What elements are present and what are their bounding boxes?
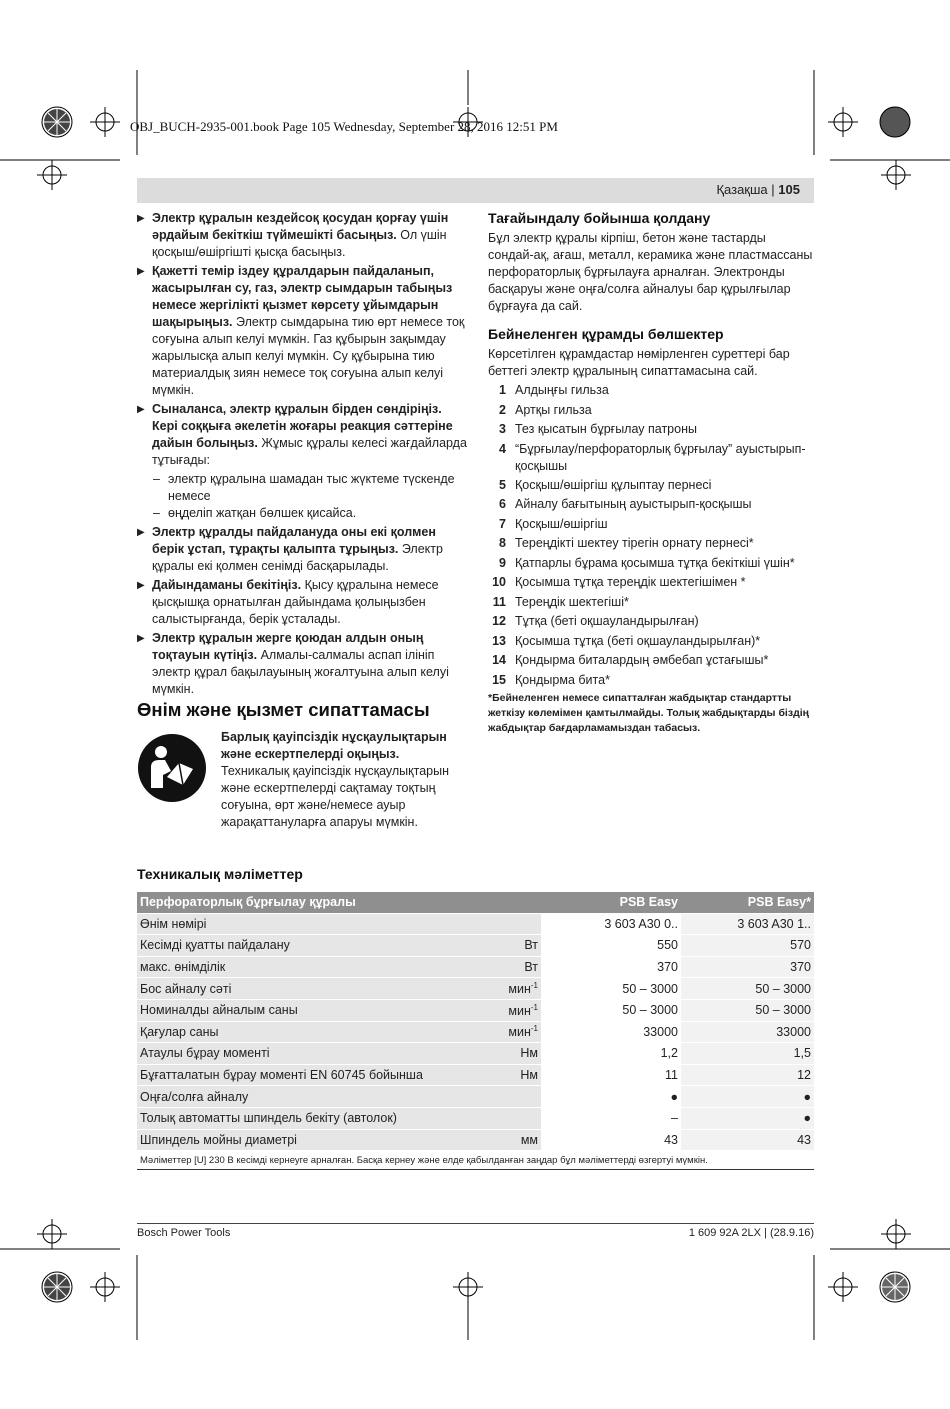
component-item: [488, 555, 814, 575]
table-cell: мин$^{-1}$: [468, 978, 541, 1000]
triangle-bullet-icon: ▶: [137, 266, 145, 277]
read-instructions-block: Барлық қауіпсіздік нұсқаулықтарын және ескертпелерді оқыңыз. Техникалық қауіпсіздік нұсқаулықтарын және ескертпелерді сақтамау тоқтың соғуына, өрт және/немесе ауыр жарақаттануларға апаруы мүмкін.: [221, 730, 450, 829]
table-cell: ●: [541, 1086, 681, 1108]
table-cell: мин$^{-1}$: [468, 1021, 541, 1043]
dash-item: – өңделіп жатқан бөлшек қисайса.: [153, 506, 357, 520]
component-label: “Бұрғылау/перфораторлық бұрғылау” ауыстырып-қосқышы: [515, 441, 806, 473]
component-label: Артқы гильза: [515, 402, 592, 417]
component-number: 6: [499, 497, 506, 511]
safety-bullet: ▶ Сыналанса, электр құралын бірден сөндіріңіз. Кері соққыға әкелетін жоғары реакция сәттеріне дайын болыңыз. Жұмыс құралы келесі жағдайларда тұтығады:: [137, 402, 467, 467]
table-row: [137, 999, 814, 1021]
component-number: 3: [499, 422, 506, 436]
component-item: [488, 441, 814, 477]
component-item: [488, 574, 814, 594]
table-row: [137, 1129, 814, 1151]
triangle-bullet-icon: ▶: [137, 527, 145, 538]
table-cell: PSB Easy*: [681, 892, 814, 913]
component-label: Қосқыш/өшіргіш құлыптау пернесі: [515, 477, 712, 492]
table-cell: 50 – 3000: [681, 978, 814, 1000]
component-number: 10: [492, 575, 506, 589]
component-item: [488, 382, 814, 402]
safety-bullet: ▶ Электр құралды пайдалануда оны екі қолмен берік ұстап, тұрақты қалыпта тұрыңыз. Электр құралы екі қолмен сенімді басқарылады.: [137, 525, 443, 573]
table-row: [137, 956, 814, 978]
safety-bullet: ▶ Қажетті темір іздеу құралдарын пайдаланып, жасырылған су, газ, электр сымдарын табыңыз немесе жергілікті қызмет көрсету ұйымдарын шақырыңыз. Электр сымдарына тию өрт немесе тоқ соғуына алып келуі мүмкін. Газ құбырын зақымдау жарылысқа алып келуі мүмкін. Су құбырына тию материалдық зиян немесе тоқ соғуына алып келуі мүмкін.: [137, 264, 465, 397]
table-row: [137, 1043, 814, 1065]
triangle-bullet-icon: ▶: [137, 633, 145, 644]
table-row: [137, 1086, 814, 1108]
table-cell: ●: [681, 1107, 814, 1129]
component-item: [488, 652, 814, 672]
table-footnote-row: [137, 1151, 814, 1170]
table-cell: 33000: [681, 1021, 814, 1043]
read-manual-icon: [137, 733, 207, 803]
table-cell: мм: [468, 1129, 541, 1151]
components-intro: Көрсетілген құрамдастар нөмірленген суреттері бар беттегі электр құралының сипаттамасына сай.: [488, 347, 790, 378]
table-row: [137, 1021, 814, 1043]
page-number: 105: [778, 182, 800, 197]
table-cell: Бұғатталатын бұрау моменті EN 60745 бойынша: [137, 1064, 468, 1086]
component-number: 9: [499, 555, 506, 570]
component-item: [488, 402, 814, 422]
component-item: [488, 613, 814, 633]
component-label: Тез қысатын бұрғылау патроны: [515, 422, 697, 436]
dash-item: – электр құралына шамадан тыс жүктеме түскенде немесе: [153, 472, 455, 503]
table-cell: ●: [681, 1086, 814, 1108]
table-cell: 1,2: [541, 1043, 681, 1065]
section-title: Өнім және қызмет сипаттамасы: [137, 699, 430, 720]
component-number: 5: [499, 477, 506, 492]
triangle-bullet-icon: ▶: [137, 580, 145, 591]
component-number: 11: [492, 594, 506, 609]
component-label: Айналу бағытының ауыстырып-қосқышы: [515, 497, 752, 511]
component-label: Алдыңғы гильза: [515, 383, 609, 397]
component-number: 4: [499, 441, 506, 456]
table-cell: Нм: [468, 1064, 541, 1086]
table-cell: 570: [681, 935, 814, 957]
component-label: Қатпарлы бұрама қосымша тұтқа бекіткіші үшін*: [515, 555, 795, 570]
triangle-bullet-icon: ▶: [137, 213, 145, 224]
table-row: [137, 913, 814, 935]
table-cell: макс. өнімділік: [137, 956, 468, 978]
safety-bullet: ▶ Электр құралын жерге қоюдан алдын оның тоқтауын күтіңіз. Алмалы-салмалы аспап ілініп электр құрал бақылауының жоғалтуына алып келуі мүмкін.: [137, 631, 449, 696]
component-number: 12: [492, 614, 506, 628]
page-header-bar: [137, 178, 814, 203]
component-number: 2: [499, 402, 506, 417]
purpose-title: Тағайындалу бойынша қолдану: [488, 210, 711, 226]
table-cell: 33000: [541, 1021, 681, 1043]
triangle-bullet-icon: ▶: [137, 404, 145, 415]
table-cell: [468, 1107, 541, 1129]
header-language: Қазақша: [716, 182, 768, 197]
page-header: [716, 182, 800, 197]
component-number: 8: [499, 536, 506, 550]
table-cell: Оңға/солға айналу: [137, 1086, 468, 1108]
table-cell: [468, 1086, 541, 1108]
table-cell: 11: [541, 1064, 681, 1086]
table-cell: Шпиндель мойны диаметрі: [137, 1129, 468, 1151]
component-label: Қосқыш/өшіргіш: [515, 516, 608, 531]
purpose-text: Бұл электр құралы кірпіш, бетон және тастарды сондай-ақ, ағаш, металл, керамика және пластмассаны перфораторлық бұрғылауға арналған. Электронды басқаруы және оңға/солға айналуы бар құрылғылар бұрғауға да сай.: [488, 231, 813, 313]
table-cell: 12: [681, 1064, 814, 1086]
table-row: [137, 1107, 814, 1129]
table-cell: PSB Easy: [541, 892, 681, 913]
component-number: 1: [499, 383, 506, 397]
table-cell: Кесімді қуатты пайдалану: [137, 935, 468, 957]
table-cell: Номиналды айналым саны: [137, 999, 468, 1021]
component-label: Қондырма биталардың әмбебап ұстағышы*: [515, 653, 769, 667]
book-info-line: OBJ_BUCH-2935-001.book Page 105 Wednesday, September 28, 2016 12:51 PM: [130, 119, 558, 134]
table-cell: Вт: [468, 956, 541, 978]
table-cell: –: [541, 1107, 681, 1129]
table-row: [137, 978, 814, 1000]
left-column: [137, 210, 467, 700]
accessories-note: *Бейнеленген немесе сипатталған жабдықтар стандартты жеткізу көлемімен қамтылмайды. Толық жабдықтарды біздің жабдықтар бағдарламамыздан табасыз.: [488, 692, 809, 734]
table-cell: 43: [681, 1129, 814, 1151]
component-number: 7: [499, 516, 506, 531]
table-cell: 370: [541, 956, 681, 978]
table-cell: Нм: [468, 1043, 541, 1065]
component-label: Қондырма бита*: [515, 672, 610, 687]
footer-brand: Bosch Power Tools: [137, 1227, 231, 1239]
table-cell: 50 – 3000: [681, 999, 814, 1021]
header-separator: |: [771, 182, 775, 197]
table-footnote: Мәліметтер [U] 230 В кесімді кернеуге арналған. Басқа кернеу және елде қабылданған заңдар бұл мәліметтерді өзгертуі мүмкін.: [137, 1151, 814, 1170]
table-row: [137, 1064, 814, 1086]
table-cell: мин$^{-1}$: [468, 999, 541, 1021]
table-cell: 50 – 3000: [541, 999, 681, 1021]
table-cell: 370: [681, 956, 814, 978]
footer-code: 1 609 92A 2LX | (28.9.16): [688, 1227, 814, 1239]
table-cell: Вт: [468, 935, 541, 957]
table-cell: Толық автоматты шпиндель бекіту (автолок): [137, 1107, 468, 1129]
table-cell: 3 603 A30 0..: [541, 913, 681, 935]
components-title: Бейнеленген құрамды бөлшектер: [488, 326, 724, 342]
table-cell: Қағулар саны: [137, 1021, 468, 1043]
component-item: [488, 535, 814, 555]
safety-bullet: ▶ Электр құралын кездейсоқ қосудан қорғау үшін әрдайым бекіткіш түймешікті басыңыз. Ол үшін қосқыш/өшіргішті қысқа басыңыз.: [137, 211, 449, 259]
components-list: [488, 382, 814, 691]
table-cell: 3 603 A30 1..: [681, 913, 814, 935]
component-label: Тұтқа (беті оқшауландырылған): [515, 614, 699, 628]
table-cell: Өнім нөмірі: [137, 913, 468, 935]
component-item: [488, 421, 814, 441]
table-cell: 1,5: [681, 1043, 814, 1065]
component-label: Қосымша тұтқа тереңдік шектегішімен *: [515, 575, 746, 589]
table-cell: 50 – 3000: [541, 978, 681, 1000]
safety-bullet: ▶ Дайындаманы бекітіңіз. Қысу құралына немесе қысқышқа орнатылған дайындама қолыңызбен салыстырғанда, берік ұсталады.: [137, 578, 439, 626]
footer-rule: [137, 1223, 814, 1224]
table-cell: Атаулы бұрау моменті: [137, 1043, 468, 1065]
right-column: [488, 210, 814, 736]
table-cell: Бос айналу сәті: [137, 978, 468, 1000]
component-label: Тереңдік шектегіші*: [515, 594, 629, 609]
component-number: 14: [492, 653, 506, 667]
table-cell: 43: [541, 1129, 681, 1151]
component-label: Тереңдікті шектеу тірегін орнату пернесі*: [515, 536, 754, 550]
component-item: [488, 496, 814, 516]
component-item: [488, 516, 814, 536]
component-label: Қосымша тұтқа (беті оқшауландырылған)*: [515, 633, 761, 648]
table-cell: Перфораторлық бұрғылау құралы: [137, 892, 468, 913]
tech-data-table: [137, 892, 814, 1170]
table-cell: [468, 913, 541, 935]
component-number: 13: [492, 633, 506, 648]
table-cell: 550: [541, 935, 681, 957]
component-item: [488, 672, 814, 692]
component-item: [488, 633, 814, 653]
table-header-row: [137, 892, 814, 913]
component-number: 15: [492, 672, 506, 687]
component-item: [488, 477, 814, 497]
table-cell: [468, 892, 541, 913]
component-item: [488, 594, 814, 614]
tech-data-title: Техникалық мәліметтер: [137, 866, 303, 882]
table-row: [137, 935, 814, 957]
